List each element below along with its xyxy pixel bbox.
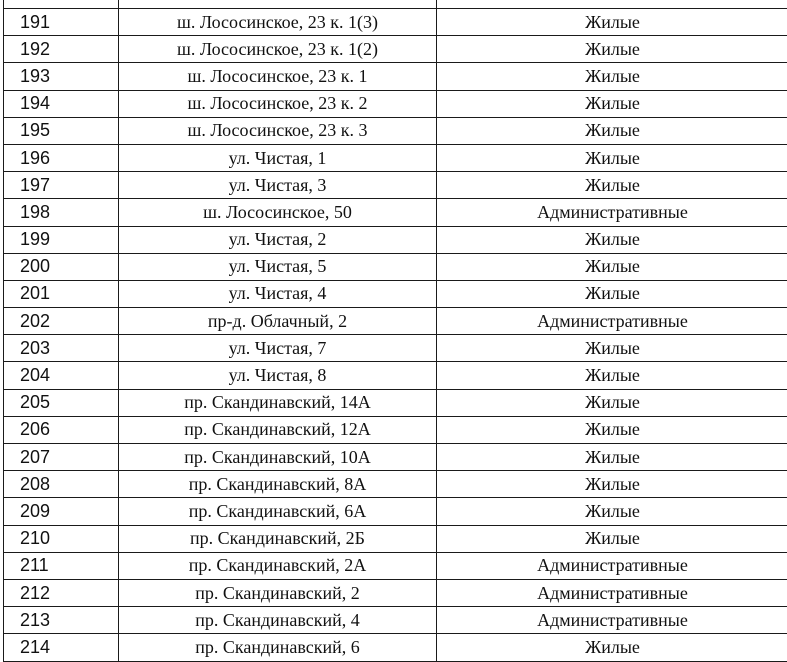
cell-number: 199 (4, 226, 119, 253)
table-row (4, 172, 787, 199)
table-row (4, 253, 787, 280)
table-row (4, 579, 787, 606)
cell-number: 209 (4, 498, 119, 525)
cell-number: 203 (4, 335, 119, 362)
cell-type: Административные (437, 308, 787, 335)
table-row (4, 36, 787, 63)
cell-number: 210 (4, 525, 119, 552)
cell-number: 212 (4, 579, 119, 606)
cell-address: ул. Чистая, 8 (119, 362, 437, 389)
table-row (4, 335, 787, 362)
cell-number: 194 (4, 90, 119, 117)
table-row (4, 199, 787, 226)
cell-address: пр. Скандинавский, 12А (119, 416, 437, 443)
cell-type: Жилые (437, 362, 787, 389)
cell-type: Жилые (437, 117, 787, 144)
cell-address: ш. Лососинское, 23 к. 2 (119, 90, 437, 117)
table-row (4, 226, 787, 253)
cell-number: 193 (4, 63, 119, 90)
cell-type: Жилые (437, 498, 787, 525)
cell-address: ул. Чистая, 3 (119, 172, 437, 199)
cell-type: Жилые (437, 144, 787, 171)
cell-type: Жилые (437, 172, 787, 199)
cell-address: ш. Лососинское, 50 (119, 199, 437, 226)
table-row (4, 389, 787, 416)
cell-number: 202 (4, 308, 119, 335)
table-row (4, 525, 787, 552)
cell-address: ш. Лососинское, 23 к. 1 (119, 63, 437, 90)
document-page (3, 0, 783, 662)
cell-number: 197 (4, 172, 119, 199)
table-row (4, 9, 787, 36)
cell-address: ул. Чистая, 5 (119, 253, 437, 280)
cell-type: Жилые (437, 634, 787, 661)
table-row (4, 552, 787, 579)
cell-number: 206 (4, 416, 119, 443)
cell-type: Жилые (437, 90, 787, 117)
table-row (4, 144, 787, 171)
cell-number: 192 (4, 36, 119, 63)
cell-number: 207 (4, 444, 119, 471)
cell-number: 213 (4, 607, 119, 634)
cell-address: ш. Лососинское, 23 к. 1(3) (119, 9, 437, 36)
cell-type: Жилые (437, 471, 787, 498)
cell-type: Жилые (437, 389, 787, 416)
cell-address: пр. Скандинавский, 2 (119, 579, 437, 606)
buildings-table (3, 0, 787, 662)
cell-type: Жилые (437, 335, 787, 362)
cell-number: 204 (4, 362, 119, 389)
table-row (4, 498, 787, 525)
cell-address (119, 0, 437, 9)
cell-address: пр. Скандинавский, 4 (119, 607, 437, 634)
cell-number: 195 (4, 117, 119, 144)
cell-address: ул. Чистая, 1 (119, 144, 437, 171)
table-body (4, 0, 787, 661)
cell-type: Административные (437, 579, 787, 606)
cell-type: Жилые (437, 444, 787, 471)
table-row (4, 362, 787, 389)
cell-address: пр. Скандинавский, 6А (119, 498, 437, 525)
table-row (4, 308, 787, 335)
table-row (4, 607, 787, 634)
cell-number: 196 (4, 144, 119, 171)
cell-type: Жилые (437, 36, 787, 63)
cell-address: пр-д. Облачный, 2 (119, 308, 437, 335)
cell-address: ш. Лососинское, 23 к. 1(2) (119, 36, 437, 63)
table-row (4, 90, 787, 117)
cell-type: Жилые (437, 63, 787, 90)
cell-type: Жилые (437, 525, 787, 552)
cell-number: 200 (4, 253, 119, 280)
cell-type: Административные (437, 552, 787, 579)
table-row (4, 634, 787, 661)
cell-number: 191 (4, 9, 119, 36)
cell-type: Административные (437, 199, 787, 226)
table-row (4, 471, 787, 498)
table-row-partial (4, 0, 787, 9)
table-row (4, 117, 787, 144)
cell-address: ш. Лососинское, 23 к. 3 (119, 117, 437, 144)
cell-type (437, 0, 787, 9)
cell-number: 208 (4, 471, 119, 498)
table-row (4, 280, 787, 307)
cell-address: ул. Чистая, 2 (119, 226, 437, 253)
cell-address: пр. Скандинавский, 14А (119, 389, 437, 416)
cell-address: ул. Чистая, 4 (119, 280, 437, 307)
cell-address: пр. Скандинавский, 2А (119, 552, 437, 579)
cell-number: 214 (4, 634, 119, 661)
cell-number (4, 0, 119, 9)
cell-type: Жилые (437, 253, 787, 280)
cell-address: пр. Скандинавский, 6 (119, 634, 437, 661)
cell-type: Жилые (437, 416, 787, 443)
cell-number: 198 (4, 199, 119, 226)
cell-address: пр. Скандинавский, 8А (119, 471, 437, 498)
cell-address: ул. Чистая, 7 (119, 335, 437, 362)
cell-address: пр. Скандинавский, 2Б (119, 525, 437, 552)
cell-address: пр. Скандинавский, 10А (119, 444, 437, 471)
cell-number: 201 (4, 280, 119, 307)
cell-number: 211 (4, 552, 119, 579)
cell-type: Жилые (437, 226, 787, 253)
cell-number: 205 (4, 389, 119, 416)
table-row (4, 444, 787, 471)
table-row (4, 63, 787, 90)
cell-type: Жилые (437, 9, 787, 36)
cell-type: Административные (437, 607, 787, 634)
table-row (4, 416, 787, 443)
cell-type: Жилые (437, 280, 787, 307)
